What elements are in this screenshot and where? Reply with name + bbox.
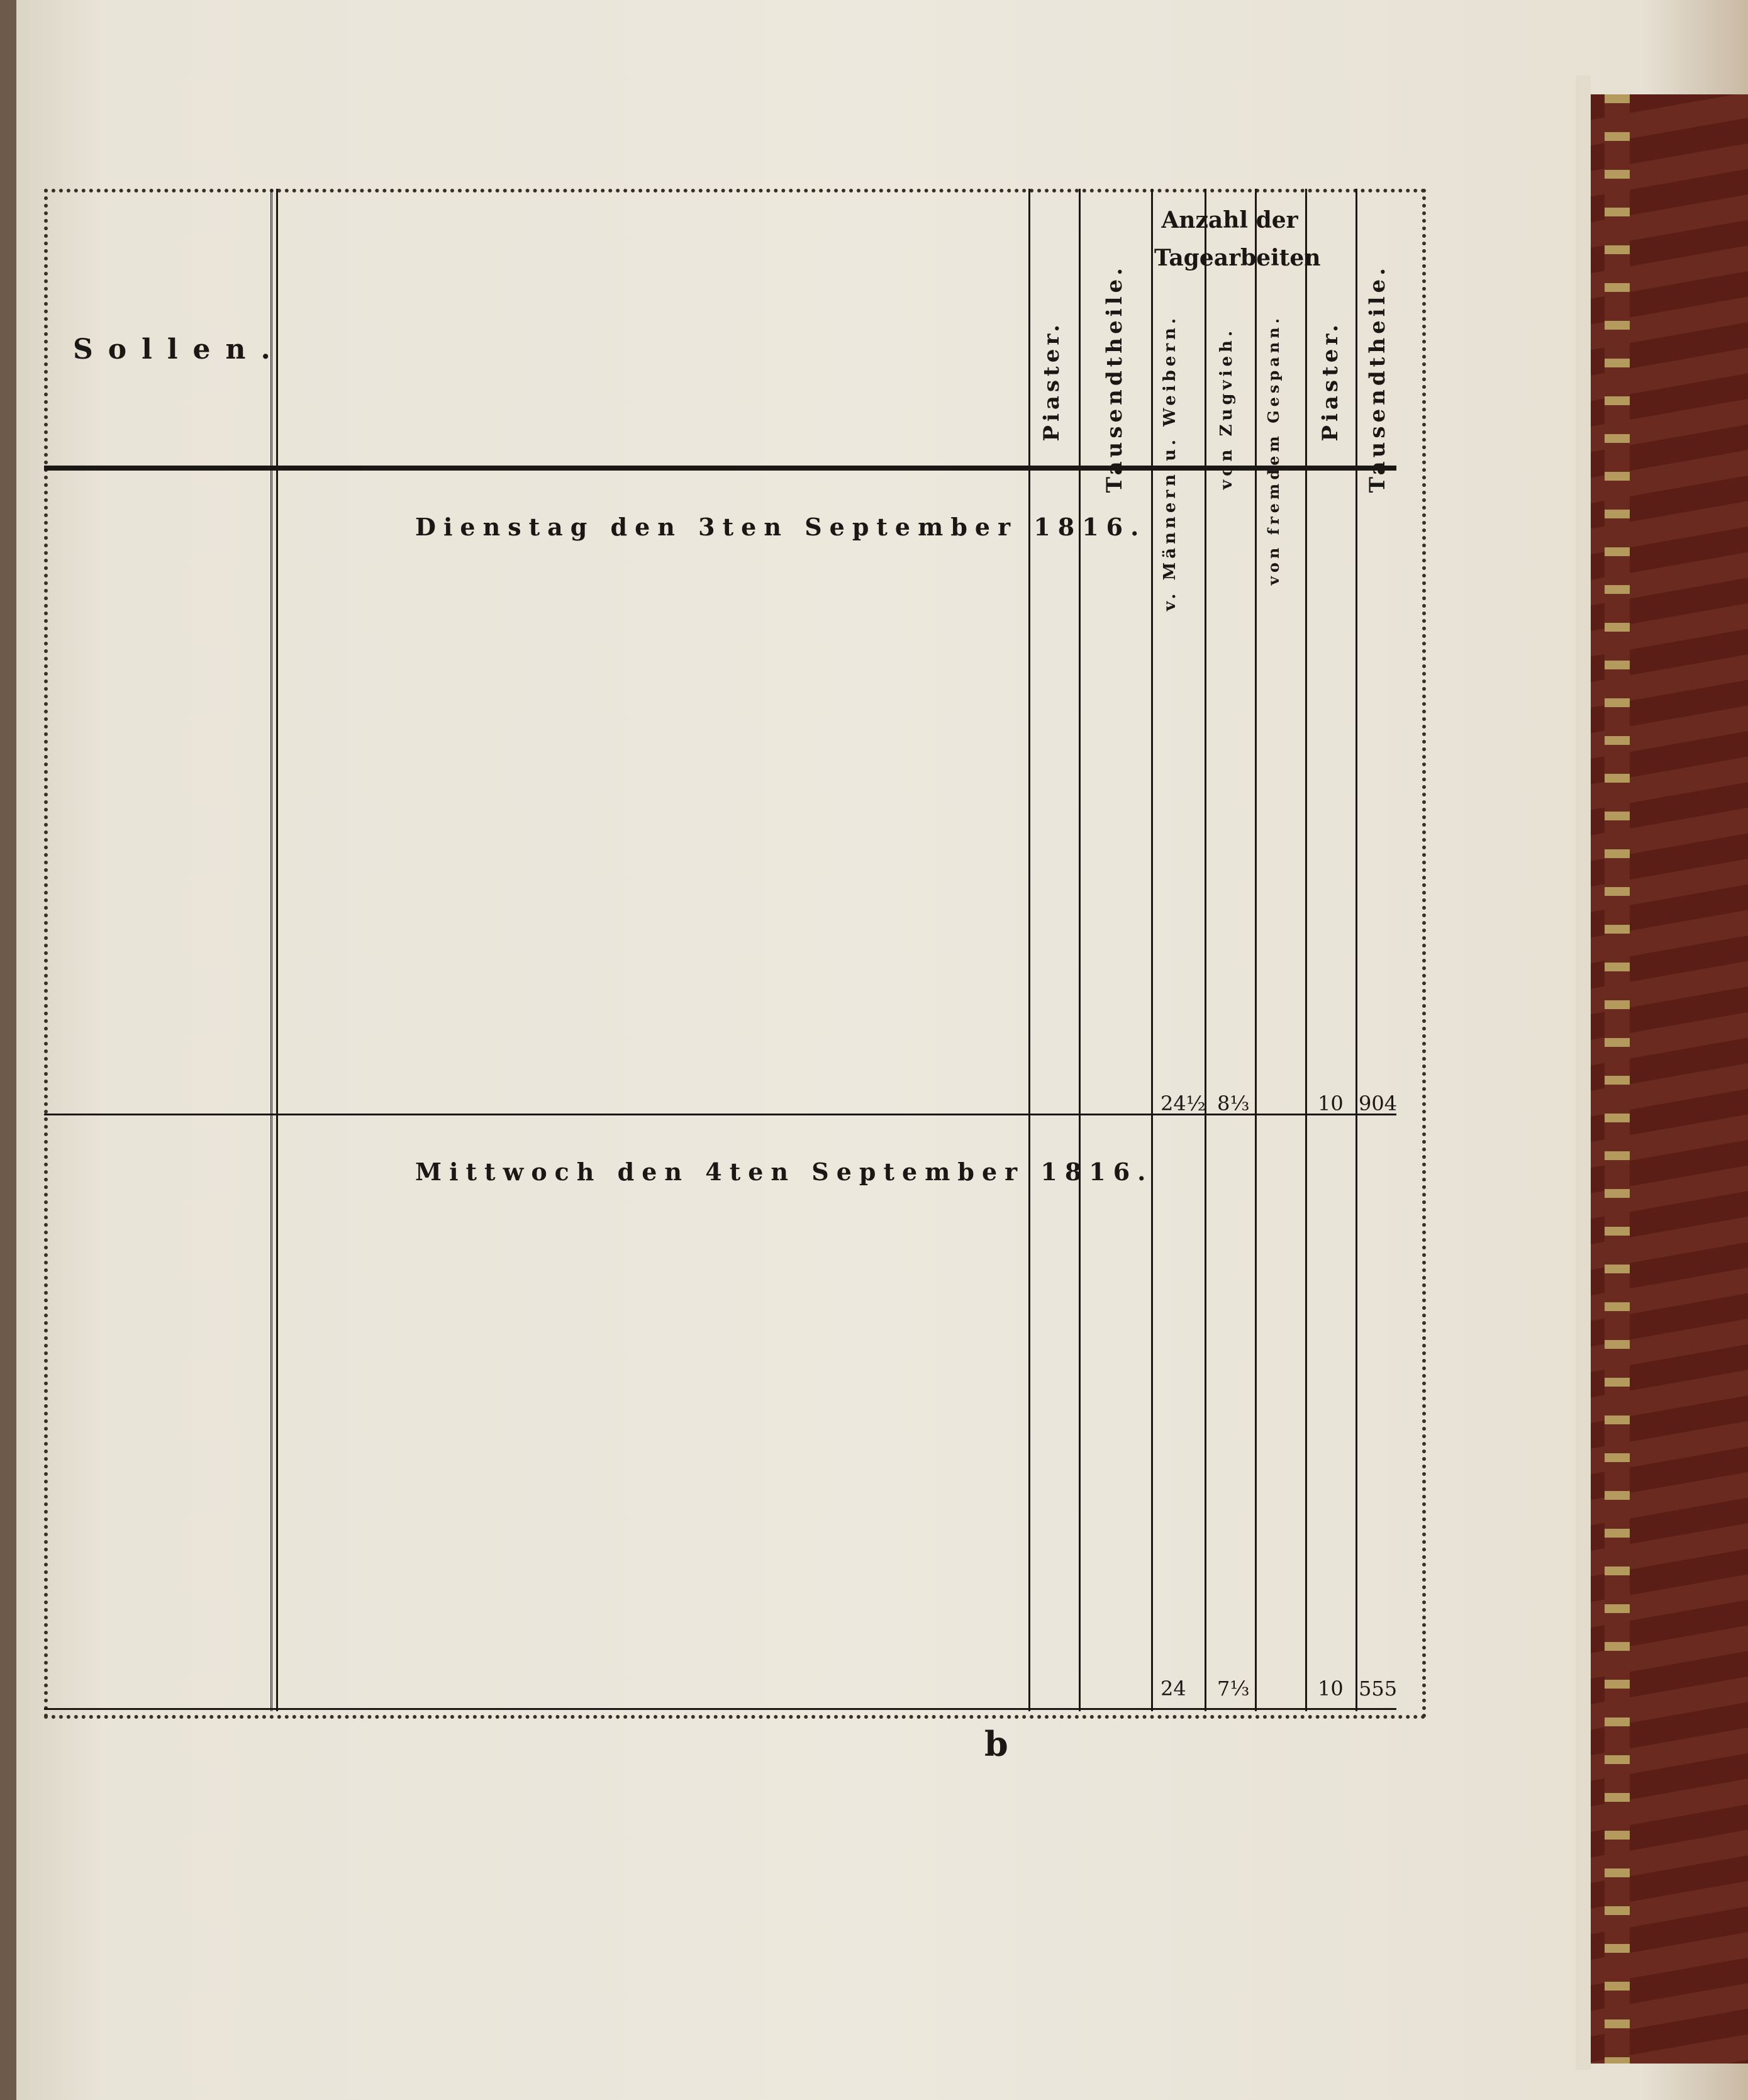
column-rule-1 <box>270 189 278 1711</box>
header-rule <box>44 466 1396 471</box>
page-edge <box>1576 75 1591 2070</box>
header-maenner: v. Männern u. Weibern. <box>1161 315 1179 612</box>
header-left-label: Sollen. <box>73 333 286 366</box>
header-piaster-2: Piaster. <box>1318 321 1343 442</box>
signature-mark: b <box>984 1724 1008 1764</box>
header-group-title: Anzahl der Tagearbeiten <box>1154 207 1321 271</box>
column-rule-2 <box>1028 189 1030 1711</box>
column-rule-6 <box>1255 189 1257 1711</box>
header-tausendtheile-2: Tausendtheile. <box>1365 264 1390 493</box>
cover-ornament <box>1605 94 1630 2064</box>
section1-total-maenner: 24½ <box>1161 1092 1206 1115</box>
section2-title: Mittwoch den 4ten September 1816. <box>415 1158 1154 1186</box>
column-rule-3 <box>1079 189 1081 1711</box>
column-rule-5 <box>1205 189 1206 1711</box>
section2-total-tausendtheile: 555 <box>1359 1677 1398 1701</box>
section1-total-zugvieh: 8⅓ <box>1217 1092 1250 1115</box>
section2-total-maenner: 24 <box>1161 1677 1186 1701</box>
header-tausendtheile: Tausendtheile. <box>1102 264 1127 493</box>
left-spine <box>0 0 16 2100</box>
section2-rule <box>44 1708 1396 1710</box>
column-rule-4 <box>1151 189 1153 1711</box>
section1-title: Dienstag den 3ten September 1816. <box>415 513 1147 541</box>
header-piaster: Piaster. <box>1039 321 1064 442</box>
section1-total-piaster: 10 <box>1318 1092 1344 1115</box>
header-fremdem: von fremdem Gespann. <box>1264 315 1283 586</box>
book-cover-edge <box>1591 94 1748 2064</box>
column-rule-8 <box>1356 189 1357 1711</box>
column-rule-7 <box>1305 189 1307 1711</box>
section2-total-piaster: 10 <box>1318 1677 1344 1701</box>
section2-total-zugvieh: 7⅓ <box>1217 1677 1250 1701</box>
header-zugvieh: von Zugvieh. <box>1217 327 1236 489</box>
section1-total-tausendtheile: 904 <box>1359 1092 1398 1115</box>
